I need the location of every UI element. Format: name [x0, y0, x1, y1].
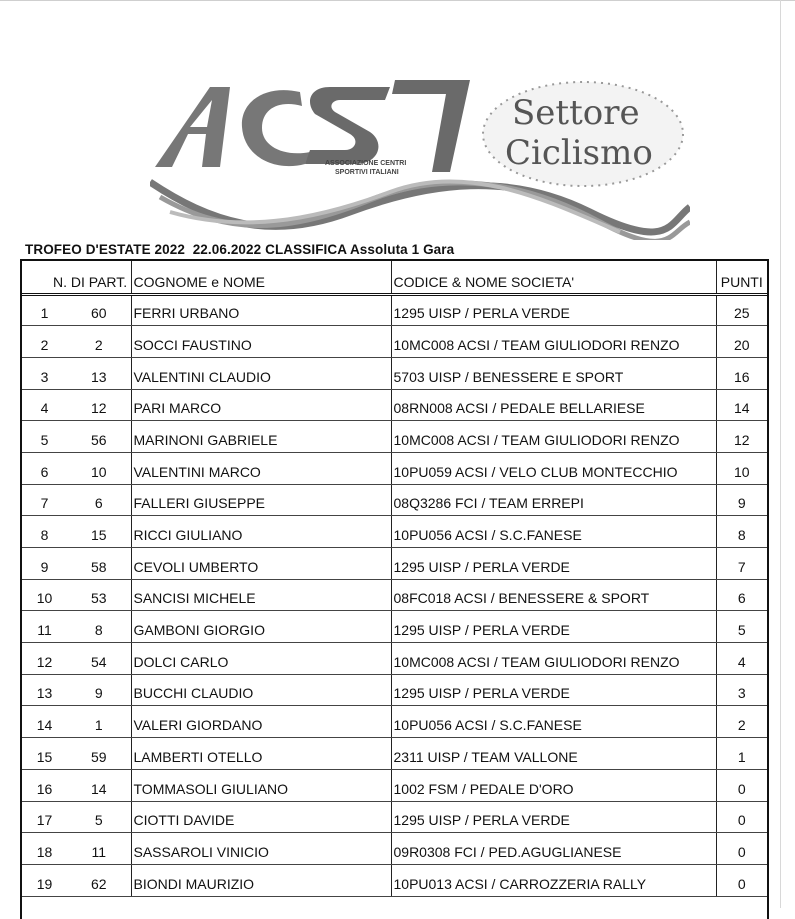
cell-name: VALERI GIORDANO	[131, 706, 391, 738]
cell-position: 13	[22, 674, 67, 706]
cell-name: PARI MARCO	[131, 389, 391, 421]
cell-society: 10MC008 ACSI / TEAM GIULIODORI RENZO	[391, 326, 716, 358]
cell-name: RICCI GIULIANO	[131, 516, 391, 548]
cell-bib: 5	[67, 801, 131, 833]
logo-tagline-2: SPORTIVI ITALIANI	[335, 169, 399, 176]
cell-points: 6	[716, 579, 767, 611]
table-header-row	[22, 261, 767, 294]
cell-name: DOLCI CARLO	[131, 643, 391, 675]
cell-position: 15	[22, 738, 67, 770]
cell-bib: 10	[67, 452, 131, 484]
cell-society: 1002 FSM / PEDALE D'ORO	[391, 769, 716, 801]
table-row	[22, 833, 767, 865]
table-row	[22, 484, 767, 516]
table-row	[22, 706, 767, 738]
header-part	[67, 261, 131, 294]
cell-position: 19	[22, 864, 67, 896]
results-table	[22, 261, 767, 897]
cell-points: 10	[716, 452, 767, 484]
cell-society: 10MC008 ACSI / TEAM GIULIODORI RENZO	[391, 643, 716, 675]
cell-bib: 53	[67, 579, 131, 611]
table-row	[22, 357, 767, 389]
header-points: PUNTI	[716, 261, 767, 294]
table-row	[22, 801, 767, 833]
cell-points: 4	[716, 643, 767, 675]
cell-points: 0	[716, 769, 767, 801]
cell-name: TOMMASOLI GIULIANO	[131, 769, 391, 801]
cell-bib: 13	[67, 357, 131, 389]
cell-position: 10	[22, 579, 67, 611]
cell-name: LAMBERTI OTELLO	[131, 738, 391, 770]
cell-society: 1295 UISP / PERLA VERDE	[391, 801, 716, 833]
header-part-label: DI PART.	[70, 273, 128, 290]
cell-points: 8	[716, 516, 767, 548]
cell-name: BUCCHI CLAUDIO	[131, 674, 391, 706]
cell-points: 20	[716, 326, 767, 358]
cell-bib: 58	[67, 548, 131, 580]
cell-name: MARINONI GABRIELE	[131, 421, 391, 453]
page-top-border	[0, 0, 795, 1]
badge-word-1: Settore	[512, 93, 640, 133]
cell-name: FERRI URBANO	[131, 294, 391, 326]
cell-bib: 1	[67, 706, 131, 738]
cell-bib: 60	[67, 294, 131, 326]
cell-name: VALENTINI MARCO	[131, 452, 391, 484]
table-row	[22, 326, 767, 358]
table-row	[22, 738, 767, 770]
cell-society: 08FC018 ACSI / BENESSERE & SPORT	[391, 579, 716, 611]
cell-name: GAMBONI GIORGIO	[131, 611, 391, 643]
cell-society: 1295 UISP / PERLA VERDE	[391, 674, 716, 706]
cell-society: 10PU059 ACSI / VELO CLUB MONTECCHIO	[391, 452, 716, 484]
cell-society: 10MC008 ACSI / TEAM GIULIODORI RENZO	[391, 421, 716, 453]
cell-position: 8	[22, 516, 67, 548]
table-row	[22, 389, 767, 421]
cell-points: 0	[716, 864, 767, 896]
cell-name: SANCISI MICHELE	[131, 579, 391, 611]
cell-society: 1295 UISP / PERLA VERDE	[391, 294, 716, 326]
cell-society: 2311 UISP / TEAM VALLONE	[391, 738, 716, 770]
cell-position: 9	[22, 548, 67, 580]
table-row	[22, 516, 767, 548]
table-row	[22, 611, 767, 643]
cell-bib: 8	[67, 611, 131, 643]
page-right-edge	[780, 0, 781, 908]
cell-position: 11	[22, 611, 67, 643]
cell-points: 1	[716, 738, 767, 770]
cell-bib: 12	[67, 389, 131, 421]
header-society: CODICE & NOME SOCIETA'	[391, 261, 716, 294]
cell-points: 3	[716, 674, 767, 706]
cell-name: SASSAROLI VINICIO	[131, 833, 391, 865]
cell-points: 2	[716, 706, 767, 738]
badge-word-2: Ciclismo	[505, 133, 653, 173]
logo-letter-s	[305, 87, 390, 164]
cell-position: 6	[22, 452, 67, 484]
cell-position: 3	[22, 357, 67, 389]
cell-name: VALENTINI CLAUDIO	[131, 357, 391, 389]
cell-bib: 54	[67, 643, 131, 675]
cell-society: 1295 UISP / PERLA VERDE	[391, 548, 716, 580]
table-row	[22, 769, 767, 801]
table-row	[22, 548, 767, 580]
cell-bib: 11	[67, 833, 131, 865]
cell-points: 12	[716, 421, 767, 453]
logo-letter-i	[392, 80, 470, 172]
table-body	[22, 294, 767, 896]
table-row	[22, 864, 767, 896]
cell-name: BIONDI MAURIZIO	[131, 864, 391, 896]
cell-bib: 56	[67, 421, 131, 453]
logo-letter-c	[242, 90, 310, 166]
cell-society: 5703 UISP / BENESSERE E SPORT	[391, 357, 716, 389]
cell-points: 0	[716, 833, 767, 865]
header-name: COGNOME e NOME	[131, 261, 391, 294]
cell-society: 08RN008 ACSI / PEDALE BELLARIESE	[391, 389, 716, 421]
cell-name: SOCCI FAUSTINO	[131, 326, 391, 358]
cell-bib: 9	[67, 674, 131, 706]
table-row	[22, 643, 767, 675]
table-row	[22, 421, 767, 453]
table-row	[22, 452, 767, 484]
cell-society: 10PU056 ACSI / S.C.FANESE	[391, 706, 716, 738]
cell-bib: 2	[67, 326, 131, 358]
cell-position: 5	[22, 421, 67, 453]
table-row	[22, 294, 767, 326]
cell-points: 7	[716, 548, 767, 580]
cell-bib: 15	[67, 516, 131, 548]
results-table-frame	[20, 259, 769, 919]
cell-bib: 6	[67, 484, 131, 516]
cell-points: 0	[716, 801, 767, 833]
table-row	[22, 579, 767, 611]
cell-points: 16	[716, 357, 767, 389]
cell-name: CEVOLI UMBERTO	[131, 548, 391, 580]
cell-society: 10PU056 ACSI / S.C.FANESE	[391, 516, 716, 548]
cell-position: 2	[22, 326, 67, 358]
cell-society: 08Q3286 FCI / TEAM ERREPI	[391, 484, 716, 516]
cell-position: 4	[22, 389, 67, 421]
cell-position: 17	[22, 801, 67, 833]
cell-name: CIOTTI DAVIDE	[131, 801, 391, 833]
cell-points: 25	[716, 294, 767, 326]
table-row	[22, 674, 767, 706]
cell-society: 10PU013 ACSI / CARROZZERIA RALLY	[391, 864, 716, 896]
logo-tagline-1: ASSOCIAZIONE CENTRI	[325, 160, 407, 167]
cell-position: 1	[22, 294, 67, 326]
cell-position: 16	[22, 769, 67, 801]
document-title: TROFEO D'ESTATE 2022 22.06.2022 CLASSIFICA Assoluta 1 Gara	[25, 242, 455, 257]
cell-bib: 59	[67, 738, 131, 770]
cell-points: 14	[716, 389, 767, 421]
cell-position: 14	[22, 706, 67, 738]
cell-position: 7	[22, 484, 67, 516]
cell-position: 12	[22, 643, 67, 675]
cell-society: 09R0308 FCI / PED.AGUGLIANESE	[391, 833, 716, 865]
header-n: N.	[22, 261, 67, 294]
cell-society: 1295 UISP / PERLA VERDE	[391, 611, 716, 643]
cell-position: 18	[22, 833, 67, 865]
cell-bib: 14	[67, 769, 131, 801]
cell-name: FALLERI GIUSEPPE	[131, 484, 391, 516]
cell-bib: 62	[67, 864, 131, 896]
cell-points: 5	[716, 611, 767, 643]
cell-points: 9	[716, 484, 767, 516]
acsi-logo	[150, 72, 690, 240]
